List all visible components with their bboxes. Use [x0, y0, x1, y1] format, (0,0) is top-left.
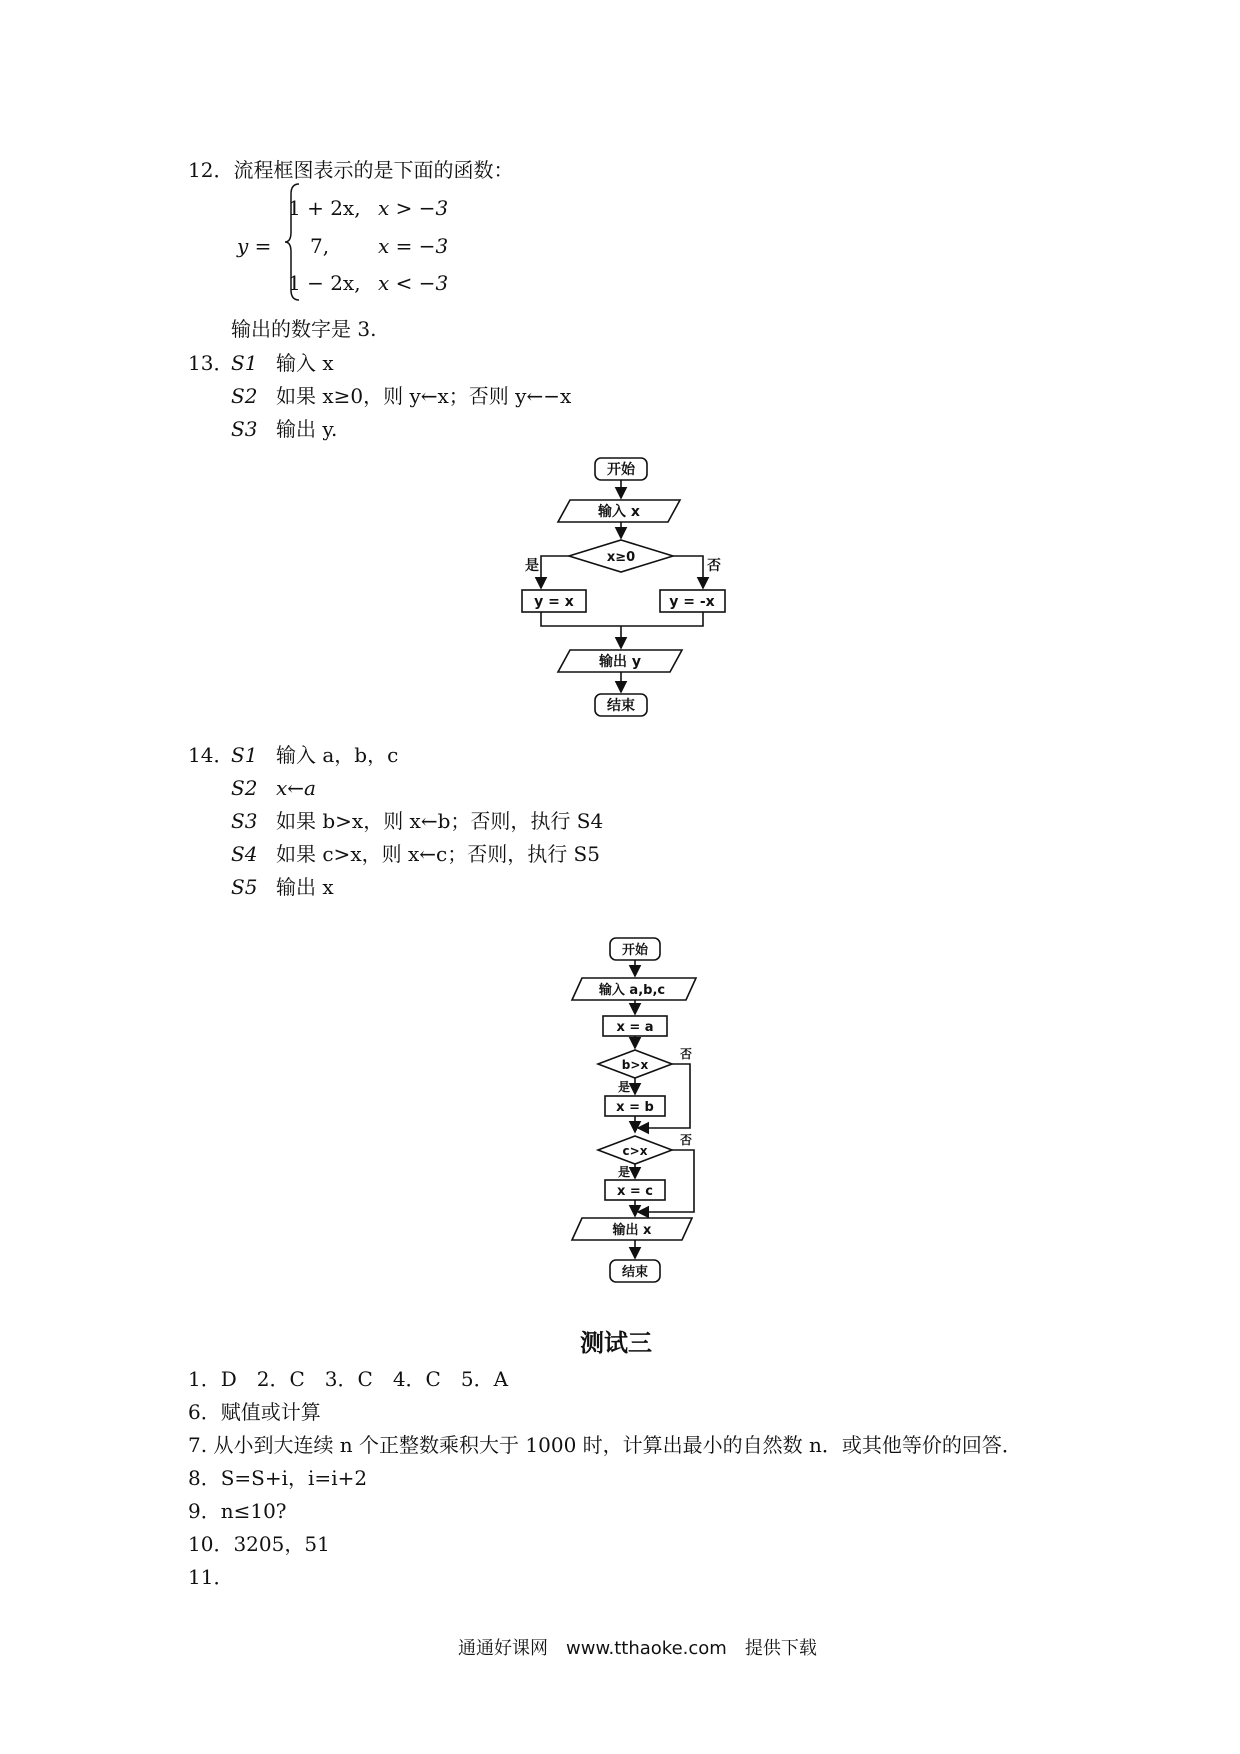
q14-step-text: 输出 x [276, 875, 334, 899]
case-1-expr: 1 + 2x, [288, 196, 361, 220]
case-3-cond: x < −3 [378, 271, 449, 295]
end-label: 结束 [621, 1265, 649, 1280]
section-heading: 测试三 [580, 1329, 652, 1357]
output-label: 输出 y [599, 654, 641, 670]
q14-step-label: S4 [231, 842, 258, 866]
no-box-label: y = -x [669, 594, 715, 610]
q13-step-label: S3 [231, 417, 258, 441]
q14-step-text: 如果 b>x，则 x←b；否则，执行 S4 [276, 809, 604, 833]
flowchart-q14 [560, 930, 720, 1310]
q13-step-label: S1 [231, 351, 258, 375]
output-label: 输出 x [612, 1223, 652, 1238]
answer-line: 8．S=S+i，i=i+2 [188, 1466, 368, 1490]
answer-line: 7. 从小到大连续 n 个正整数乘积大于 1000 时，计算出最小的自然数 n．或其他等价的回答． [188, 1433, 1022, 1457]
case-1-cond: x > −3 [378, 196, 449, 220]
footer-text: 通通好课网 www.tthaoke.com 提供下载 [458, 1638, 817, 1659]
q14-step-label: S2 [231, 776, 258, 800]
answer-line: 1．D 2．C 3．C 4．C 5．A [188, 1367, 509, 1391]
q13-step-text: 如果 x≥0，则 y←x；否则 y←−x [276, 384, 572, 408]
decision-2-label: c>x [622, 1144, 648, 1158]
q14-step-text: x←a [276, 776, 316, 800]
case-2-cond: x = −3 [378, 234, 449, 258]
yes-box-label: y = x [534, 594, 574, 610]
case-2-expr: 7, [310, 234, 330, 258]
yes-label: 是 [525, 558, 539, 574]
input-label: 输入 a,b,c [598, 983, 666, 998]
q14-step-label: S3 [231, 809, 258, 833]
decision-1-label: b>x [621, 1058, 649, 1072]
q13-step-label: S2 [231, 384, 258, 408]
answer-line: 9．n≤10? [188, 1499, 287, 1523]
no-label-2: 否 [679, 1133, 693, 1147]
box-1-label: x = b [616, 1100, 654, 1115]
no-label: 否 [707, 558, 721, 574]
q14-step-text: 输入 a，b，c [276, 743, 399, 767]
case-3-expr: 1 − 2x, [288, 271, 361, 295]
q14-step-label: S5 [231, 875, 258, 899]
flowchart-q13 [500, 450, 740, 730]
q14-number: 14． [188, 743, 234, 767]
q13-step-text: 输入 x [276, 351, 334, 375]
start-label: 开始 [621, 943, 649, 958]
answer-line: 11． [188, 1565, 234, 1589]
no-label-1: 否 [679, 1047, 693, 1061]
q14-step-label: S1 [231, 743, 258, 767]
q13-step-text: 输出 y. [276, 417, 338, 441]
end-label: 结束 [607, 698, 635, 714]
answer-line: 6．赋值或计算 [188, 1400, 321, 1424]
yes-label-2: 是 [617, 1165, 631, 1179]
decision-label: x≥0 [606, 550, 636, 565]
input-label: 输入 x [598, 504, 640, 520]
box-2-label: x = c [616, 1184, 654, 1199]
start-label: 开始 [607, 462, 635, 478]
q14-step-text: 如果 c>x，则 x←c；否则，执行 S5 [276, 842, 600, 866]
q12-y-label: y = [237, 234, 272, 258]
q12-title: 12．流程框图表示的是下面的函数： [188, 158, 514, 182]
q13-number: 13． [188, 351, 234, 375]
q12-output-text: 输出的数字是 3. [231, 317, 377, 341]
assign-label: x = a [616, 1020, 654, 1035]
yes-label-1: 是 [617, 1080, 631, 1094]
answer-line: 10．3205，51 [188, 1532, 330, 1556]
